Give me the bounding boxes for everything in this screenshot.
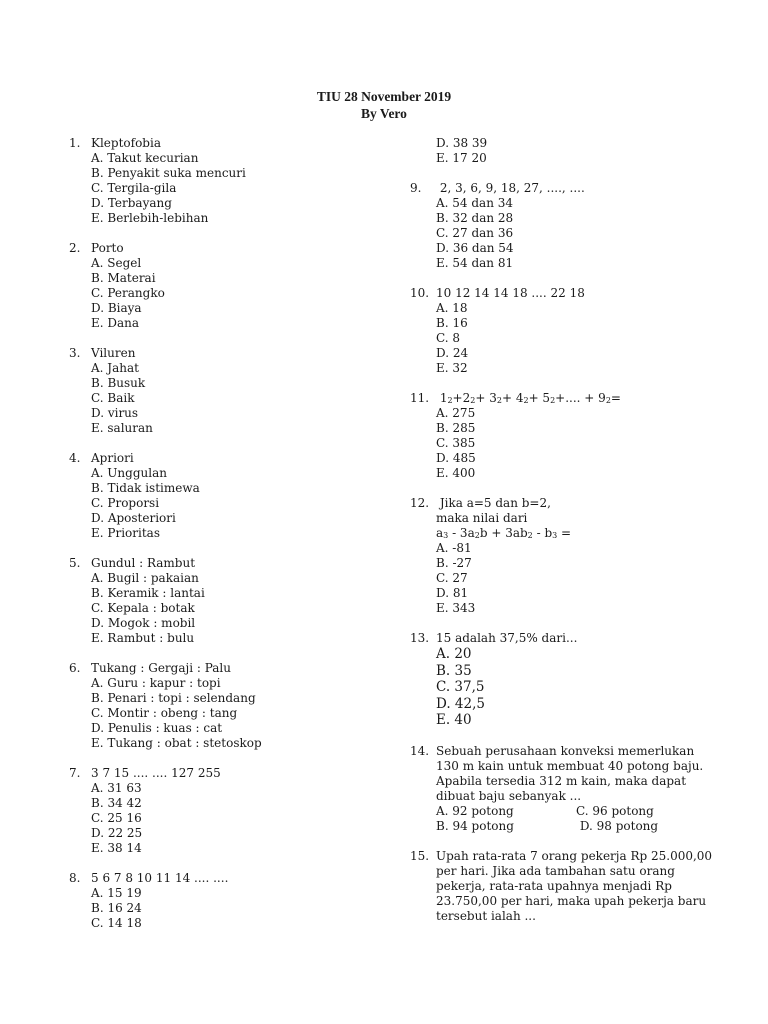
answer-option: D. Terbayang xyxy=(91,196,172,210)
question-number: 12. xyxy=(410,496,430,510)
question xyxy=(69,136,379,226)
answer-option: B. 94 potong xyxy=(436,818,514,833)
question-number: 8. xyxy=(69,871,81,885)
answer-option: E. 400 xyxy=(436,466,476,480)
question-text: Apabila tersedia 312 m kain, maka dapat xyxy=(436,773,687,788)
answer-option: C. 27 dan 36 xyxy=(436,226,514,240)
question-text: Viluren xyxy=(91,346,136,360)
answer-option: B. Keramik : lantai xyxy=(91,586,205,600)
answer-option: E. saluran xyxy=(91,421,153,435)
text-part: + 4 xyxy=(501,391,524,405)
answer-option: E. 54 dan 81 xyxy=(436,256,514,270)
answer-option: E. Berlebih-lebihan xyxy=(91,211,209,225)
question-number: 6. xyxy=(69,661,81,675)
question-text: maka nilai dari xyxy=(436,511,528,525)
right-column xyxy=(410,136,730,939)
answer-option: B. -27 xyxy=(436,556,472,570)
answer-option: E. Dana xyxy=(91,316,140,330)
left-column xyxy=(69,136,379,946)
answer-option: E. Prioritas xyxy=(91,526,160,540)
answer-option: A. -81 xyxy=(436,541,472,555)
question-number: 4. xyxy=(69,451,81,465)
answer-option: C. 14 18 xyxy=(91,916,142,930)
question-number: 3. xyxy=(69,346,81,360)
answer-option: B. 35 xyxy=(436,662,472,679)
answer-option: B. 34 42 xyxy=(91,796,142,810)
answer-option: A. Jahat xyxy=(91,361,139,375)
question xyxy=(410,286,730,376)
answer-option: C. Baik xyxy=(91,391,135,405)
answer-option: B. 16 xyxy=(436,316,468,330)
question-body xyxy=(436,849,730,924)
question-number: 9. xyxy=(410,181,422,195)
question-body xyxy=(91,136,379,226)
answer-option: E. Tukang : obat : stetoskop xyxy=(91,736,262,750)
answer-option: C. 25 16 xyxy=(91,811,142,825)
answer-option: B. Tidak istimewa xyxy=(91,481,200,495)
question-text xyxy=(436,391,730,406)
subscript: 2 xyxy=(474,531,480,540)
answer-option: C. 385 xyxy=(436,436,476,450)
answer-option: D. 22 25 xyxy=(91,826,143,840)
question-text: dibuat baju sebanyak ... xyxy=(436,788,582,803)
subscript: 2 xyxy=(605,396,611,405)
question-text: Upah rata-rata 7 orang pekerja Rp 25.000,00 xyxy=(436,848,713,863)
question-number: 7. xyxy=(69,766,81,780)
answer-option: E. 17 20 xyxy=(436,151,487,165)
text-part: +2 xyxy=(452,391,471,405)
question xyxy=(410,849,730,924)
answer-option: C. Tergila-gila xyxy=(91,181,177,195)
text-part: = xyxy=(610,391,621,405)
answer-option: A. 31 63 xyxy=(91,781,142,795)
answer-option: A. 92 potong xyxy=(436,803,514,818)
question-number: 11. xyxy=(410,391,430,405)
answer-option: E. 343 xyxy=(436,601,476,615)
question xyxy=(69,346,379,436)
answer-option: C. Montir : obeng : tang xyxy=(91,706,238,720)
answer-option: C. Perangko xyxy=(91,286,165,300)
question-text: 10 12 14 14 18 .... 22 18 xyxy=(436,286,585,300)
answer-option: C. Kepala : botak xyxy=(91,601,195,615)
question-body xyxy=(91,346,379,436)
question-text: 130 m kain untuk membuat 40 potong baju. xyxy=(436,758,704,773)
subscript: 2 xyxy=(523,396,529,405)
answer-option: D. Penulis : kuas : cat xyxy=(91,721,223,735)
question-text: 3 7 15 .... .... 127 255 xyxy=(91,766,221,780)
question-text: Tukang : Gergaji : Palu xyxy=(91,661,231,675)
answer-option: E. 32 xyxy=(436,361,468,375)
answer-option: D. 98 potong xyxy=(576,818,659,833)
answer-option: A. 275 xyxy=(436,406,476,420)
question-body xyxy=(91,871,379,931)
question-body xyxy=(436,391,730,481)
question-body xyxy=(436,496,730,616)
question-body xyxy=(91,241,379,331)
question-number: 15. xyxy=(410,848,430,863)
text-part: - b xyxy=(532,526,553,540)
question-number: 2. xyxy=(69,241,81,255)
document-title xyxy=(0,88,768,122)
question xyxy=(69,661,379,751)
text-part: - 3a xyxy=(448,526,475,540)
answer-option: D. 485 xyxy=(436,451,476,465)
question-text: Kleptofobia xyxy=(91,136,161,150)
question-text: Porto xyxy=(91,241,124,255)
answer-option: E. Rambut : bulu xyxy=(91,631,195,645)
answer-option: D. Aposteriori xyxy=(91,511,176,525)
subscript: 2 xyxy=(550,396,556,405)
question-body xyxy=(91,661,379,751)
text-part: 1 xyxy=(436,391,448,405)
question-number: 14. xyxy=(410,743,430,758)
question-text: 15 adalah 37,5% dari... xyxy=(436,631,578,645)
question-number: 5. xyxy=(69,556,81,570)
subscript: 2 xyxy=(470,396,476,405)
answer-option: B. Busuk xyxy=(91,376,146,390)
question-text: Jika a=5 dan b=2, xyxy=(436,496,551,510)
subscript: 2 xyxy=(527,531,533,540)
answer-option: A. Unggulan xyxy=(91,466,167,480)
title-line-2: By Vero xyxy=(361,106,407,121)
text-part: + 5 xyxy=(528,391,551,405)
answer-option: C. 8 xyxy=(436,331,461,345)
question-text: 5 6 7 8 10 11 14 .... .... xyxy=(91,871,229,885)
answer-option: E. 38 14 xyxy=(91,841,142,855)
question-expression xyxy=(436,526,730,541)
question xyxy=(69,451,379,541)
question-text: per hari. Jika ada tambahan satu orang xyxy=(436,863,675,878)
question-text: Gundul : Rambut xyxy=(91,556,196,570)
question-number: 1. xyxy=(69,136,81,150)
answer-option: A. Guru : kapur : topi xyxy=(91,676,221,690)
question-body xyxy=(436,286,730,376)
answer-option: A. Segel xyxy=(91,256,142,270)
question-text: pekerja, rata-rata upahnya menjadi Rp xyxy=(436,878,672,893)
question-body xyxy=(436,181,730,271)
answer-option: D. 24 xyxy=(436,346,469,360)
answer-option: D. virus xyxy=(91,406,139,420)
answer-option: B. 285 xyxy=(436,421,476,435)
subscript: 3 xyxy=(443,531,449,540)
answer-option: A. Bugil : pakaian xyxy=(91,571,199,585)
question-text: 23.750,00 per hari, maka upah pekerja baru xyxy=(436,893,707,908)
answer-option: B. Penari : topi : selendang xyxy=(91,691,256,705)
answer-option: B. Penyakit suka mencuri xyxy=(91,166,246,180)
answer-option: A. 18 xyxy=(436,301,468,315)
question-text: 2, 3, 6, 9, 18, 27, ...., .... xyxy=(436,181,585,195)
text-part: +.... + 9 xyxy=(555,391,606,405)
question-body xyxy=(91,766,379,856)
answer-option: D. 36 dan 54 xyxy=(436,241,514,255)
question xyxy=(410,496,730,616)
question-number: 10. xyxy=(410,286,430,300)
answer-option: B. Materai xyxy=(91,271,156,285)
answer-option: C. 37,5 xyxy=(436,679,485,695)
subscript: 2 xyxy=(496,396,502,405)
title-line-1: TIU 28 November 2019 xyxy=(316,89,452,104)
continued-options xyxy=(436,136,730,166)
answer-options-grid xyxy=(436,804,730,834)
question-text: Sebuah perusahaan konveksi memerlukan xyxy=(436,743,695,758)
answer-option: B. 16 24 xyxy=(91,901,142,915)
text-part: b + 3ab xyxy=(479,526,528,540)
question xyxy=(69,766,379,856)
answer-option: A. 20 xyxy=(436,646,472,662)
question-text: tersebut ialah ... xyxy=(436,908,536,923)
answer-option: C. 27 xyxy=(436,571,468,585)
text-part: + 3 xyxy=(475,391,497,405)
subscript: 3 xyxy=(552,531,558,540)
question-body xyxy=(91,451,379,541)
question-number: 13. xyxy=(410,631,430,645)
question-text: Apriori xyxy=(91,451,134,465)
question xyxy=(69,871,379,931)
text-part: a xyxy=(436,526,444,540)
question xyxy=(69,241,379,331)
question xyxy=(410,631,730,729)
answer-option: E. 40 xyxy=(436,712,472,728)
answer-option: D. 42,5 xyxy=(436,695,485,712)
answer-option: C. Proporsi xyxy=(91,496,160,510)
answer-option: A. 54 dan 34 xyxy=(436,196,514,210)
subscript: 2 xyxy=(447,396,453,405)
answer-option: D. 38 39 xyxy=(436,136,488,150)
answer-option: D. 81 xyxy=(436,586,469,600)
answer-option: C. 96 potong xyxy=(576,803,654,818)
text-part: = xyxy=(557,526,572,540)
answer-option: D. Biaya xyxy=(91,301,142,315)
question-body xyxy=(436,631,730,729)
answer-option: B. 32 dan 28 xyxy=(436,211,514,225)
answer-option: A. 15 19 xyxy=(91,886,142,900)
question xyxy=(410,181,730,271)
question-body xyxy=(436,744,730,834)
question-body xyxy=(91,556,379,646)
answer-option: D. Mogok : mobil xyxy=(91,616,196,630)
question xyxy=(69,556,379,646)
question xyxy=(410,744,730,834)
answer-option: A. Takut kecurian xyxy=(91,151,199,165)
question xyxy=(410,391,730,481)
